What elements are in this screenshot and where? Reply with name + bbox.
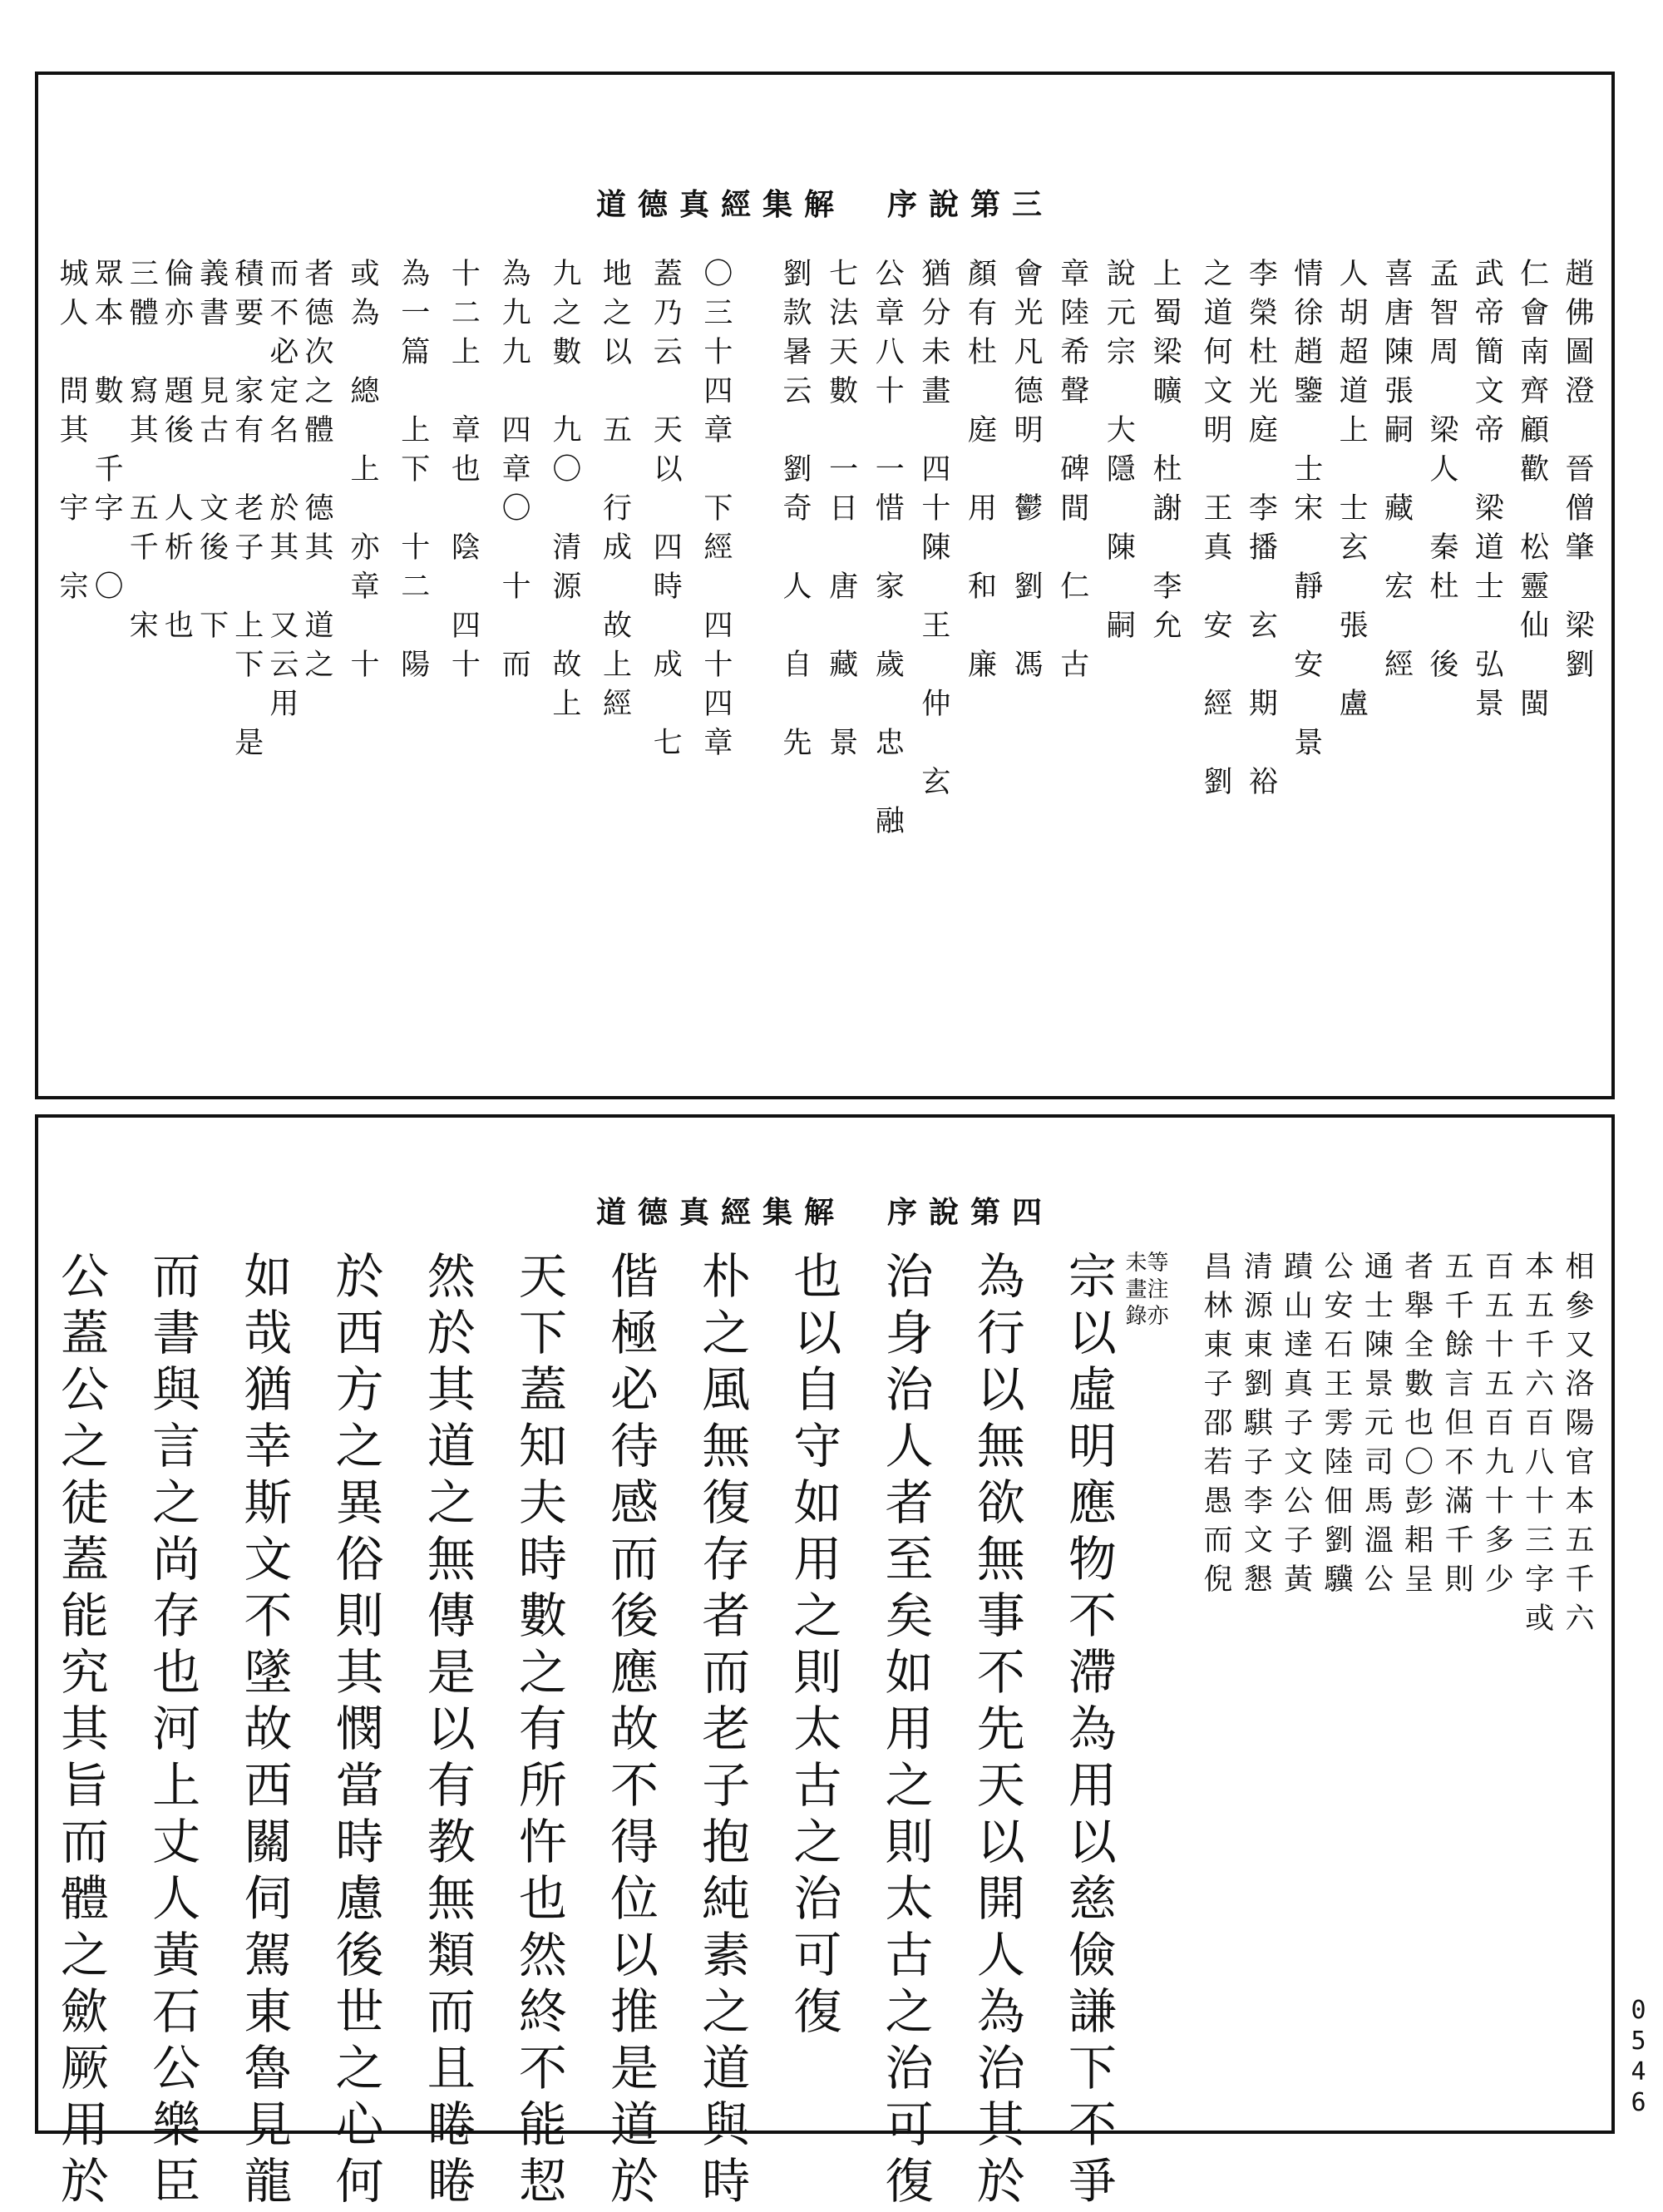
text-column: 朴之風無復存者而老子抱純素之道與時 — [693, 1251, 751, 2212]
text-column: 於西方之異俗則其憫當時慮後世之心何 — [327, 1251, 384, 2212]
text-column: 蓋乃云 天以 四時 成 七 — [649, 258, 683, 766]
text-column: 趙佛圖澄 晉僧肇 梁劉 — [1561, 258, 1594, 688]
text-column: 李榮杜光庭 李播 玄 期 裕 — [1244, 258, 1278, 805]
text-column: 為行以無欲無事不先天以開人為治其於 — [968, 1251, 1025, 2212]
lower-annotation-block — [1122, 1251, 1168, 2082]
text-column: 而不必定名 於其 又云用 — [264, 258, 299, 727]
text-column: 積要 家有 老子 上下 是 — [229, 258, 264, 766]
text-column: 者舉全數也〇彭耜呈 — [1399, 1251, 1434, 1602]
text-column: 眾本 數 千字 〇 — [90, 258, 124, 610]
text-column: 顏有杜 庭 用 和 廉 — [963, 258, 997, 688]
text-column: 十二上 章也 陰 四十 — [447, 258, 481, 688]
upper-middle-text-block — [778, 258, 1182, 1048]
upper-page-panel — [35, 72, 1615, 1099]
text-column: 清源東劉騏子李文懇 — [1239, 1251, 1273, 1602]
text-column: 劉款暑云 劉奇 人 自 先 — [778, 258, 812, 766]
text-column: 昌林東子邵若愚而倪 — [1199, 1251, 1232, 1602]
text-column: 仁會南齊顧歡 松靈仙 閩 — [1515, 258, 1549, 727]
text-column: 天下蓋知夫時數之有所忤也然終不能恝 — [510, 1251, 567, 2212]
text-column: 公安石王雱陸佃劉驥 — [1319, 1251, 1353, 1602]
text-column: 也以自守如用之則太古之治可復 — [785, 1251, 842, 2042]
text-column: 之道何文明 王真 安 經 劉 — [1199, 258, 1232, 805]
text-column: 地之以 五 行成 故上經 — [598, 258, 632, 727]
lower-main-text-block — [52, 1251, 1117, 2212]
text-column: 五千餘言但不滿千則 — [1439, 1251, 1473, 1602]
text-column: 或為 總 上 亦章 十 — [346, 258, 379, 688]
text-column: 者德次之體 德其 道之 — [299, 258, 333, 688]
text-column: 然於其道之無傳是以有教無類而且睠睠 — [418, 1251, 476, 2212]
text-column: 會光凡德明 鬱 劉 馮 — [1009, 258, 1044, 688]
text-column: 猶分未畫 四十陳 王 仲 玄 — [916, 258, 950, 805]
text-column: 七法天數 一日 唐 藏 景 — [824, 258, 858, 766]
text-column: 人胡超道上 士玄 張 盧 — [1335, 258, 1369, 727]
text-column: 治身治人者至矣如用之則太古之治可復 — [876, 1251, 934, 2212]
text-column: 三體 寫其 五千 宋 — [125, 258, 159, 649]
text-column: 為一篇 上下 十二 陽 — [396, 258, 430, 688]
text-column: 公蓋公之徒蓋能究其旨而體之歛厥用於 — [52, 1251, 109, 2212]
text-column: 宗以虛明應物不滯為用以慈儉謙下不爭 — [1059, 1251, 1117, 2212]
text-column: 武帝簡文帝 梁道士 弘景 — [1470, 258, 1504, 727]
text-column: 九之數 九〇 清源 故上 — [547, 258, 581, 727]
annotation-column: 等注亦 — [1143, 1251, 1168, 1331]
text-column: 倫亦 題後 人析 也 — [160, 258, 194, 649]
text-column: 相參又洛陽官本五千六 — [1560, 1251, 1594, 1642]
annotation-column: 未畫錄 — [1122, 1251, 1147, 1331]
text-column: 情徐趙鑒 士宋 靜 安 景 — [1289, 258, 1323, 766]
text-column: 喜唐陳張嗣 藏 宏 經 — [1379, 258, 1414, 688]
text-column: 為九九 四章〇 十 而 — [497, 258, 531, 688]
text-column: 〇三十四章 下經 四十四章 — [698, 258, 733, 766]
upper-left-text-block — [57, 258, 331, 1048]
upper-right-text-block — [1199, 258, 1594, 1048]
page-number: 0546 — [1624, 1996, 1653, 2119]
lower-right-text-block — [1199, 1251, 1594, 2082]
text-column: 章陸希聲 碑間 仁 古 — [1055, 258, 1089, 688]
text-column: 義書 見古 文後 下 — [195, 258, 229, 649]
text-column: 城人 問其 宇 宗 — [55, 258, 88, 610]
text-column: 蹟山達真子文公子黃 — [1279, 1251, 1313, 1602]
text-column: 上蜀梁曠 杜謝 李允 — [1148, 258, 1182, 649]
text-column: 孟智周 梁人 秦杜 後 — [1424, 258, 1458, 688]
text-column: 通士陳景元司馬溫公 — [1360, 1251, 1394, 1602]
text-column: 本五千六百八十三字或 — [1520, 1251, 1554, 1642]
upper-center-left-text-block — [346, 258, 733, 1048]
text-column: 公章八十 一惜 家 歲 忠 融 — [871, 258, 905, 844]
text-column: 說元宗 大隱 陳 嗣 — [1102, 258, 1136, 649]
lower-page-panel — [35, 1114, 1615, 2212]
text-column: 偕極必待感而後應故不得位以推是道於 — [602, 1251, 659, 2212]
text-column: 如哉猶幸斯文不墜故西關伺駕東魯見龍 — [235, 1251, 293, 2212]
upper-page-title: 道德真經集解 序說第三 — [595, 187, 1054, 222]
text-column: 百五十五百九十多少 — [1480, 1251, 1514, 1602]
text-column: 而書與言之尚存也河上丈人黃石公樂臣 — [144, 1251, 201, 2212]
lower-page-title: 道德真經集解 序說第四 — [595, 1195, 1054, 1230]
